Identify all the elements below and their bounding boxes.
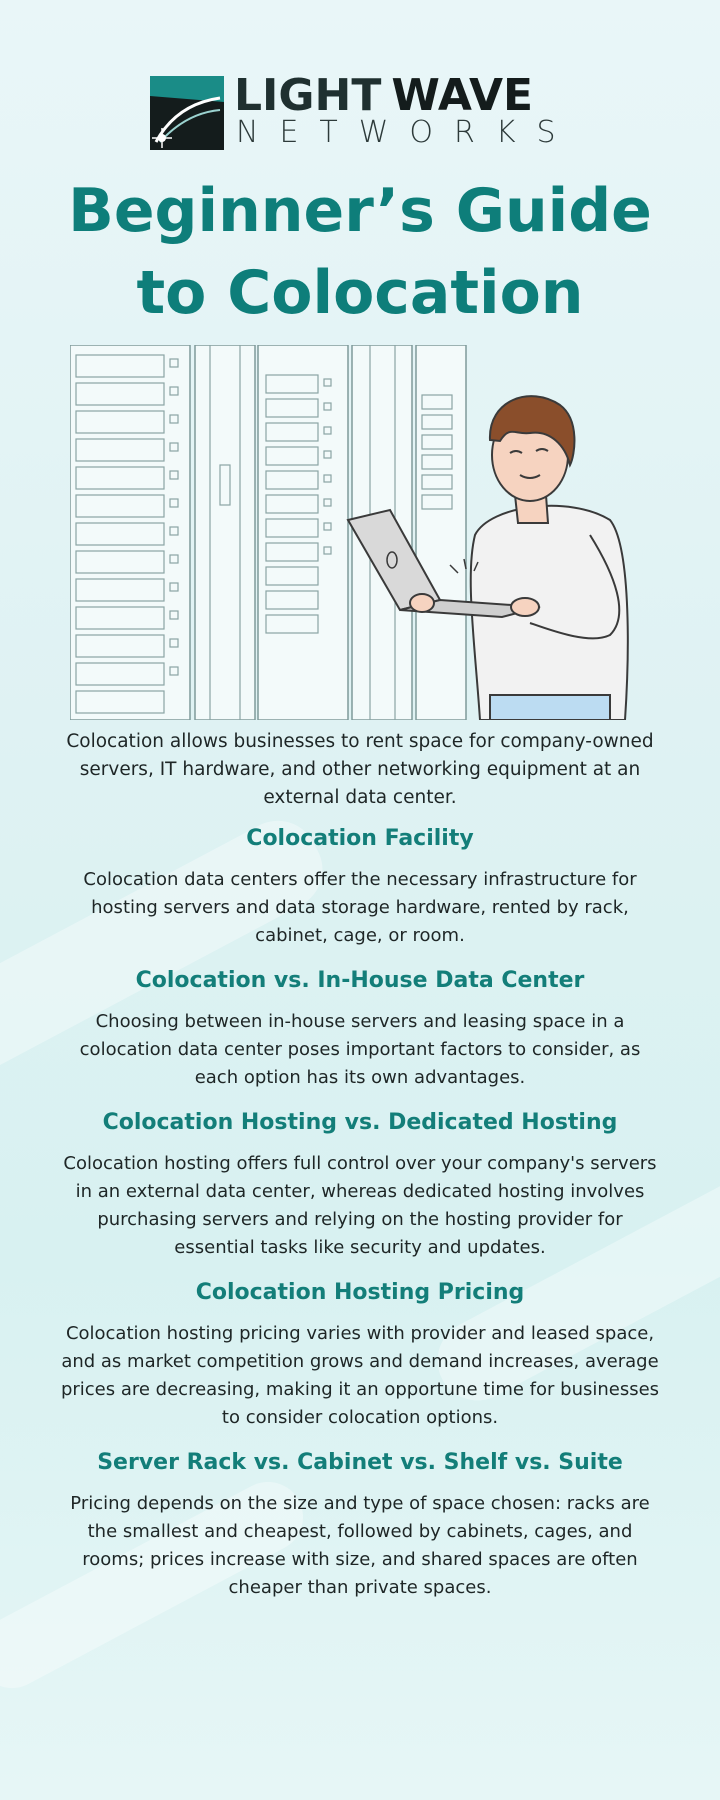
section-body: Pricing depends on the size and type of space chosen: racks are the smallest and cheapest, followed by cabinets, cages, and rooms; prices increase with size, and shared spaces are often cheaper than private spaces. xyxy=(70,1493,650,1598)
section-body: Colocation hosting pricing varies with provider and leased space, and as market competition grows and demand increases, average prices are decreasing, making it an opportune time for businesses to consider colocation options. xyxy=(60,1323,660,1428)
section-colocation-vs-dedicated xyxy=(60,1108,660,1262)
logo-word-wave: WAVE xyxy=(391,70,534,121)
section-body: Colocation data centers offer the necessary infrastructure for hosting servers and data storage hardware, rented by rack, cabinet, cage, or room. xyxy=(83,869,637,946)
section-heading: Colocation Facility xyxy=(246,826,474,851)
logo-word-light: LIGHT xyxy=(234,70,382,121)
section-body: Colocation hosting offers full control over your company's servers in an external data center, whereas dedicated hosting involves purchasing servers and relying on the hosting provider for essential tasks like security and updates. xyxy=(63,1153,657,1258)
server-rack-icon xyxy=(70,345,466,720)
section-body: Choosing between in-house servers and leasing space in a colocation data center poses important factors to consider, as each option has its own advantages. xyxy=(79,1011,641,1088)
hero-illustration xyxy=(70,345,650,720)
brand-logo xyxy=(150,70,577,154)
section-rack-cabinet-shelf-suite xyxy=(60,1448,660,1602)
title-line-2: to Colocation xyxy=(136,258,584,328)
section-heading: Colocation Hosting Pricing xyxy=(195,1280,525,1305)
section-colocation-vs-in-house xyxy=(60,966,660,1092)
logo-wordmark xyxy=(234,70,534,121)
section-heading: Server Rack vs. Cabinet vs. Shelf vs. Suite xyxy=(97,1450,623,1475)
section-heading: Colocation Hosting vs. Dedicated Hosting xyxy=(102,1110,618,1135)
lightwave-logo-icon xyxy=(150,76,224,150)
intro-text: Colocation allows businesses to rent space for company-owned servers, IT hardware, and other networking equipment at an external data center. xyxy=(66,731,654,808)
section-colocation-pricing xyxy=(60,1278,660,1432)
page-title xyxy=(0,170,720,334)
logo-subtitle: NETWORKS xyxy=(236,115,577,150)
section-colocation-facility xyxy=(60,824,660,950)
main-content xyxy=(60,728,660,1618)
section-heading: Colocation vs. In-House Data Center xyxy=(135,968,585,993)
title-line-1: Beginner’s Guide xyxy=(68,176,652,246)
